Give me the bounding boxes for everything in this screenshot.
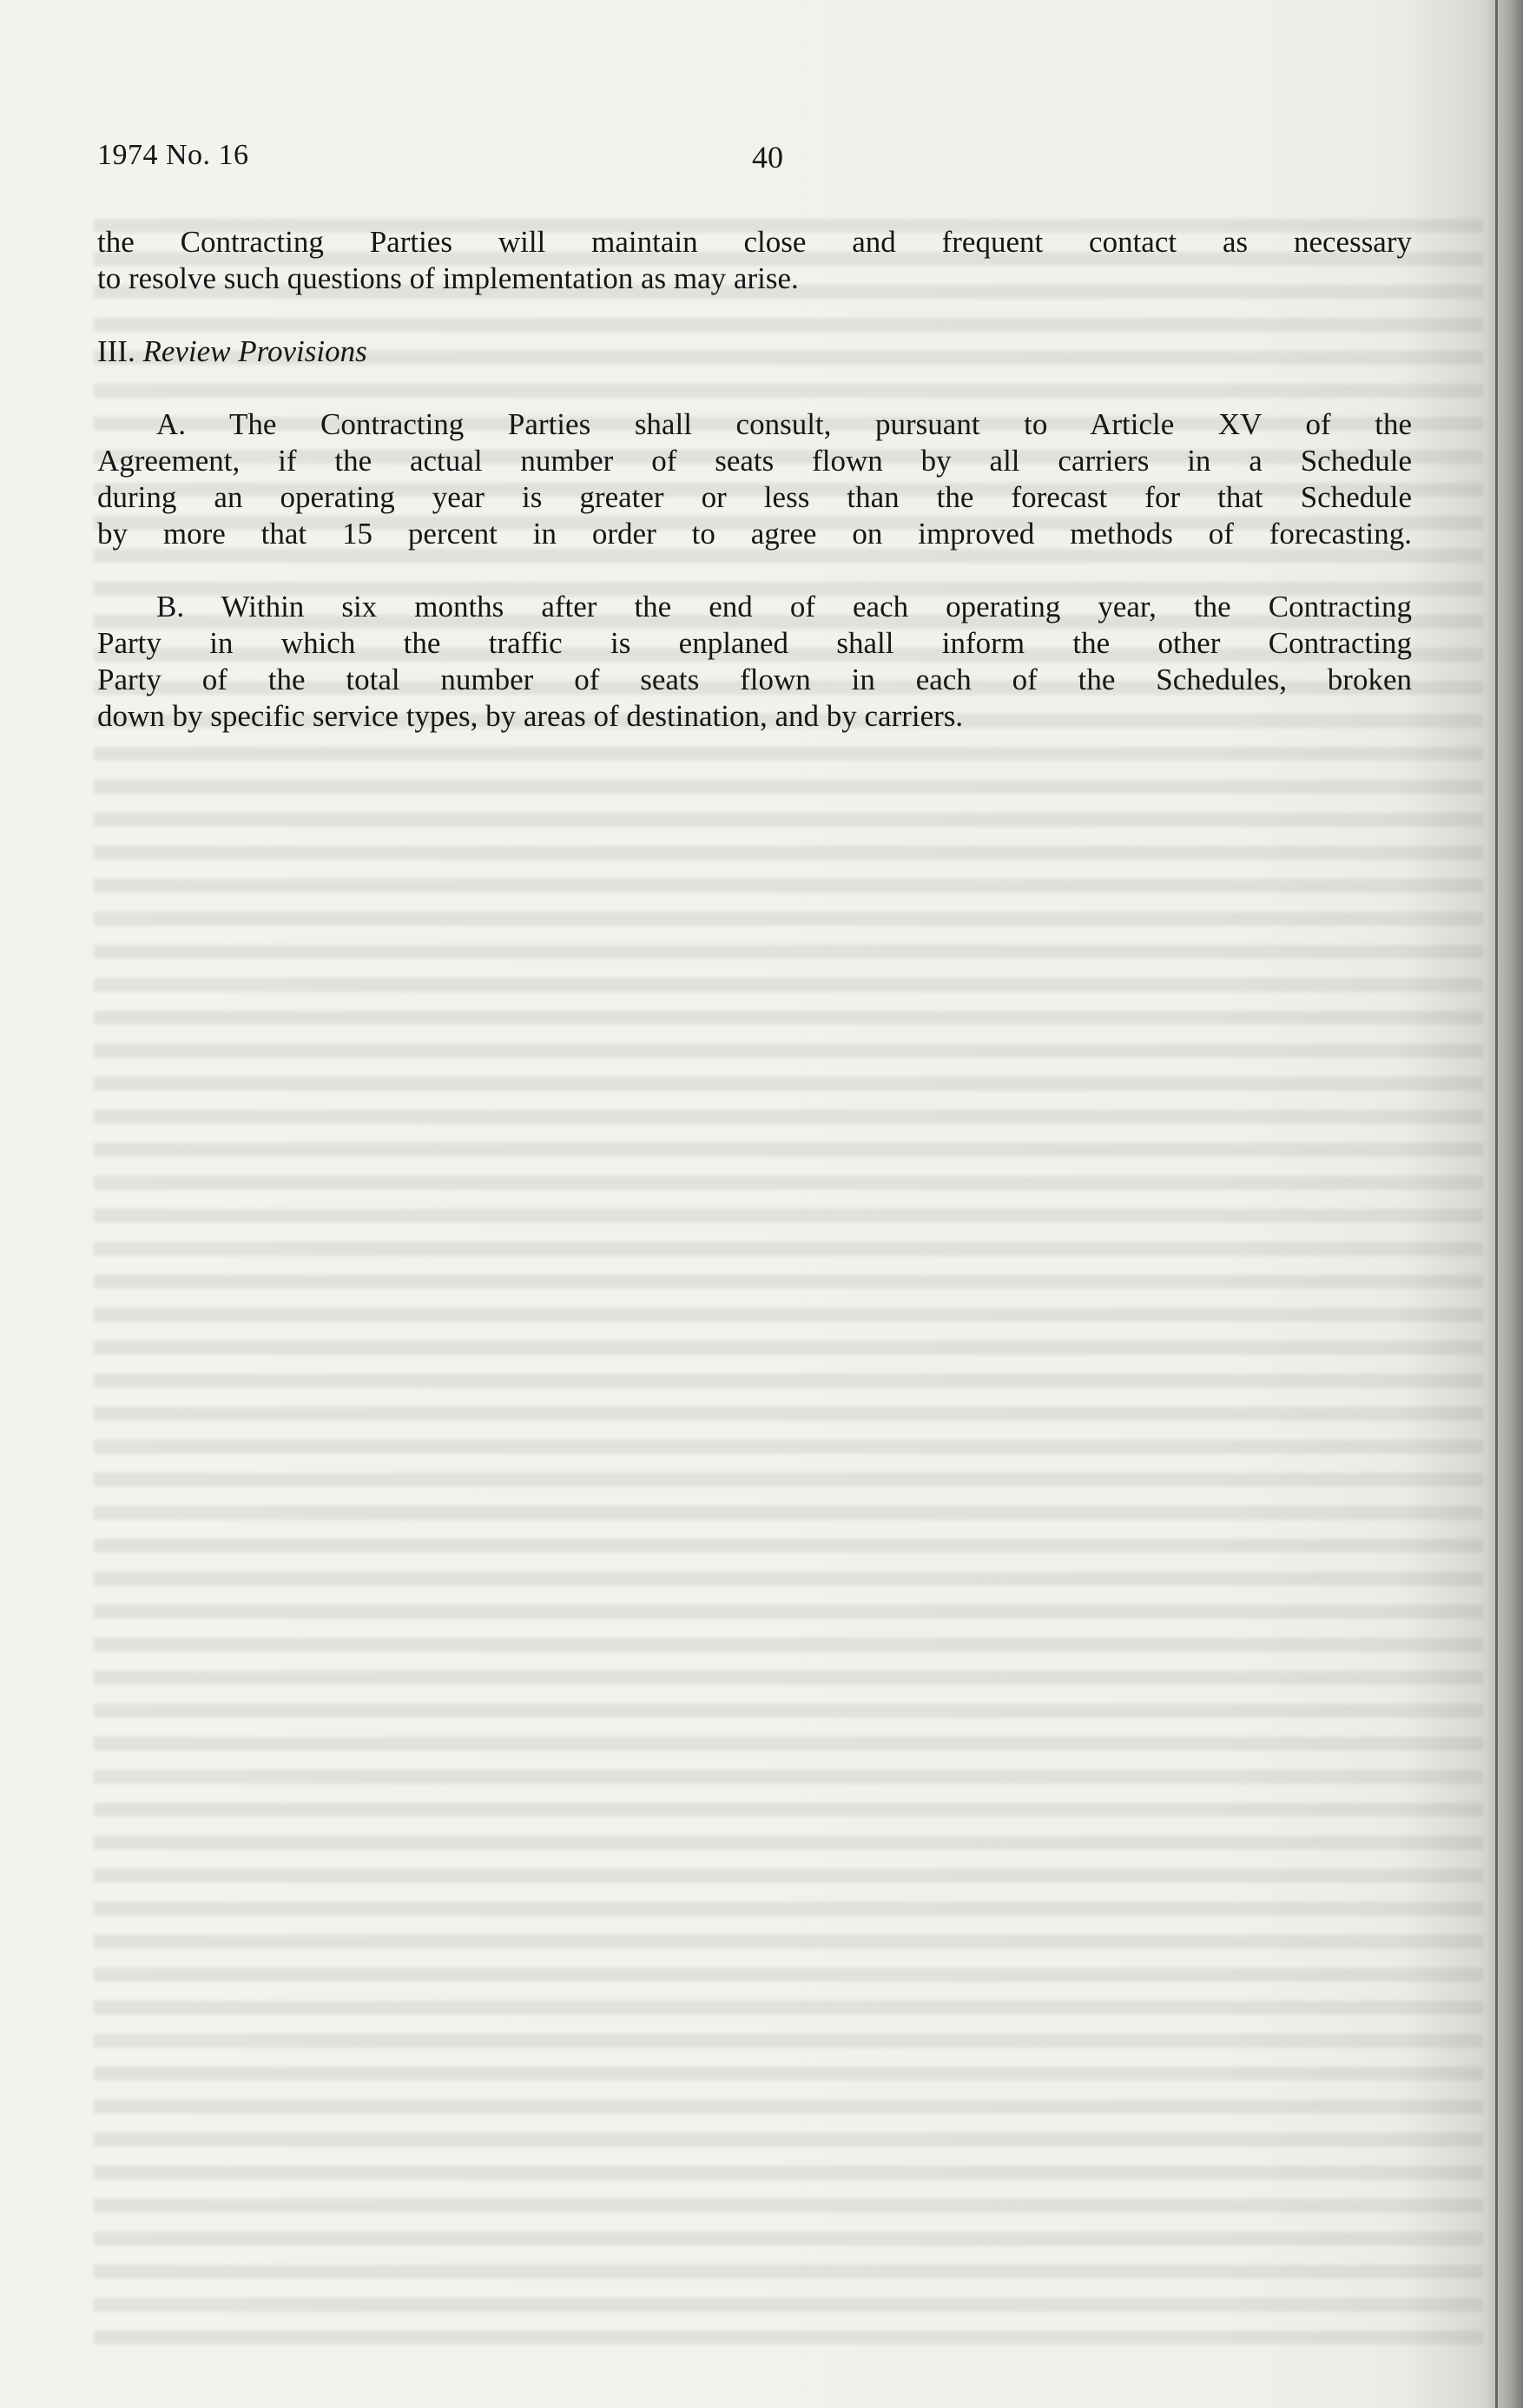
text-line: B. Within six months after the end of each operating year, the Contracting [156, 590, 1412, 623]
text-line: to resolve such questions of implementation as may arise. [97, 261, 799, 295]
page-number: 40 [752, 140, 783, 175]
continuation-paragraph [97, 224, 1412, 297]
text-line: down by specific service types, by areas of destination, and by carriers. [97, 699, 964, 733]
text-line: by more that 15 percent in order to agree on improved methods of forecasting. [97, 517, 1412, 551]
text-line: Party in which the traffic is enplaned shall inform the other Contracting [97, 626, 1412, 660]
binding-edge [1495, 0, 1498, 2408]
text-line: Party of the total number of seats flown in each of the Schedules, broken [97, 663, 1412, 696]
section-number: III. [97, 334, 135, 368]
text-line: the Contracting Parties will maintain close and frequent contact as necessary [97, 225, 1412, 259]
text-line: during an operating year is greater or less than the forecast for that Schedule [97, 480, 1412, 514]
text-line: A. The Contracting Parties shall consult, pursuant to Article XV of the [156, 407, 1412, 441]
binding-shadow [1487, 0, 1523, 2408]
paragraph-b [97, 589, 1412, 735]
document-reference: 1974 No. 16 [97, 139, 249, 171]
section-title: Review Provisions [142, 334, 367, 368]
paragraph-a [97, 406, 1412, 552]
section-heading [97, 334, 367, 369]
text-line: Agreement, if the actual number of seats flown by all carriers in a Schedule [97, 444, 1412, 478]
